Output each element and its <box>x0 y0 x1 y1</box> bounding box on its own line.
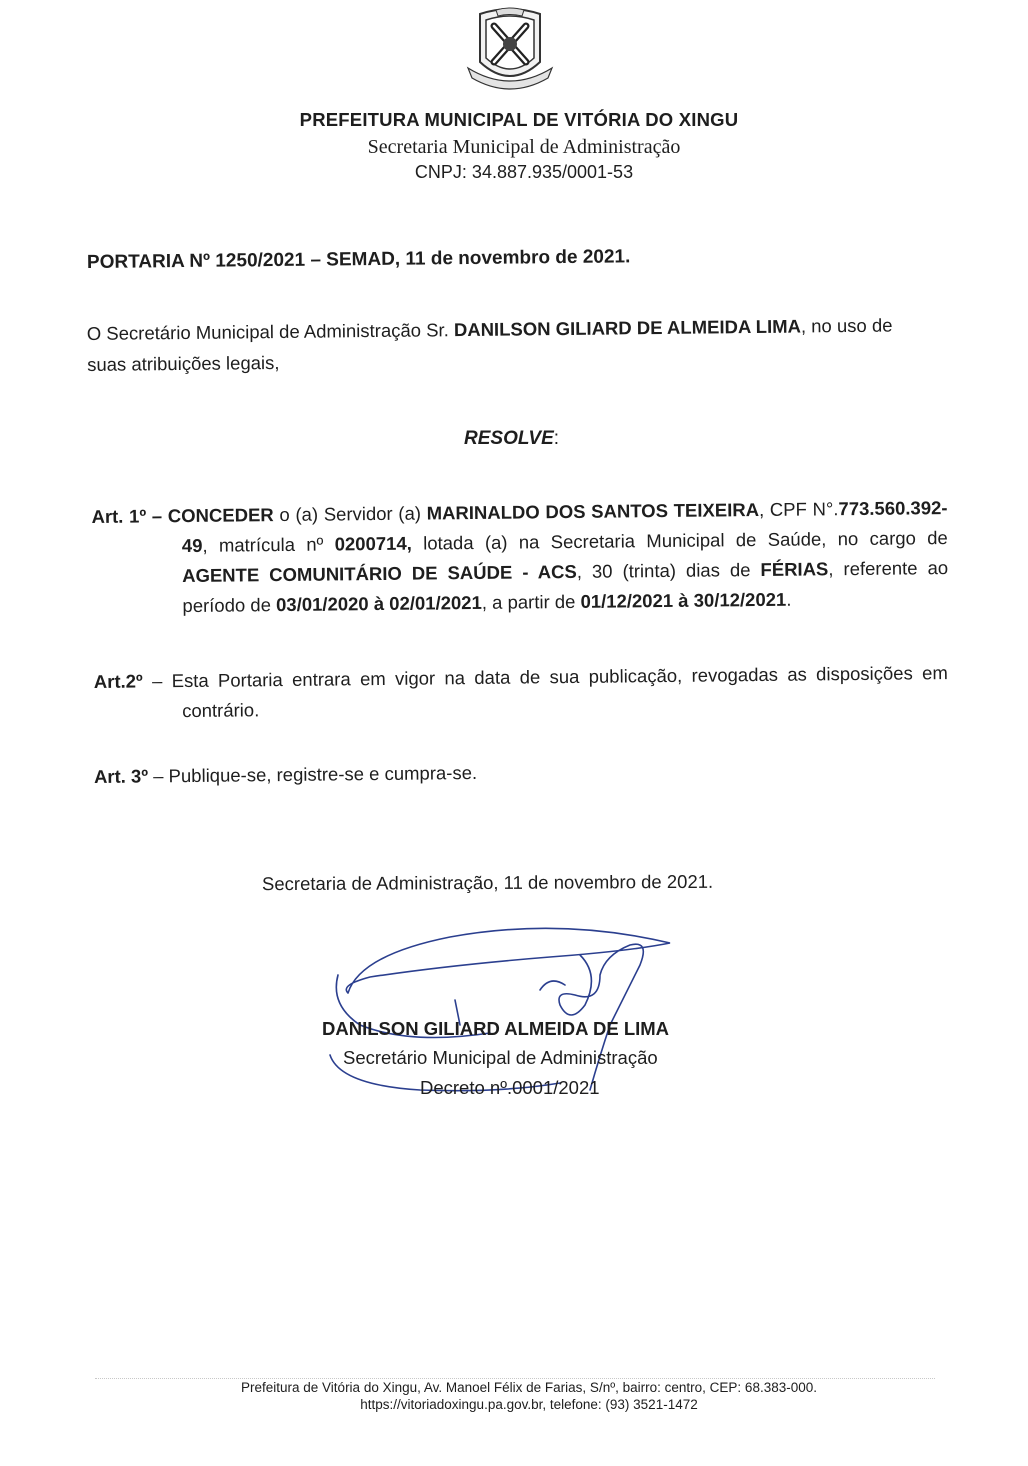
closing-date-line: Secretaria de Administração, 11 de novembro de 2021. <box>261 870 714 895</box>
article-1-text-4: lotada (a) na Secretaria Municipal de Saúde, no cargo de <box>411 527 948 554</box>
article-2-label: Art.2º <box>93 670 143 693</box>
article-1-text-8: . <box>786 588 792 610</box>
portaria-title: PORTARIA Nº 1250/2021 – SEMAD, 11 de novembro de 2021. <box>86 246 631 273</box>
article-1-text-6: , referente ao período de <box>182 557 949 617</box>
servant-cpf: 773.560.392-49 <box>181 497 948 557</box>
article-1-text-2: , CPF N°. <box>758 498 839 521</box>
secretary-name: DANILSON GILIARD DE ALMEIDA LIMA <box>453 315 802 341</box>
article-1-text-3: , matrícula nº <box>202 533 335 556</box>
header-title: PREFEITURA MUNICIPAL DE VITÓRIA DO XINGU <box>299 109 739 130</box>
article-2-text: – Esta Portaria entrara em vigor na data de sua publicação, revogadas as disposições em contrário. <box>142 662 948 722</box>
servant-cargo: AGENTE COMUNITÁRIO DE SAÚDE - ACS <box>182 560 577 587</box>
resolve-heading <box>464 428 559 450</box>
article-1-text-1: o (a) Servidor (a) <box>273 502 427 526</box>
resolve-colon: : <box>553 428 560 449</box>
header-cnpj: CNPJ: 34.887.935/0001-53 <box>414 162 634 182</box>
header-subtitle: Secretaria Municipal de Administração <box>367 136 681 158</box>
reference-period: 03/01/2020 à 02/01/2021 <box>275 591 482 616</box>
footer-address: Prefeitura de Vitória do Xingu, Av. Manoel Félix de Farias, S/nº, bairro: centro, CEP: 68.383-000. <box>241 1380 817 1395</box>
signatory-decree: Decreto nº.0001/2021 <box>420 1077 600 1098</box>
article-1-label: Art. 1º – <box>91 505 163 528</box>
intro-suffix: , no uso de suas atribuições legais, <box>87 314 893 375</box>
signatory-name: DANILSON GILIARD ALMEIDA DE LIMA <box>322 1018 670 1039</box>
footer-divider <box>95 1378 935 1379</box>
intro-prefix: O Secretário Municipal de Administração Sr. <box>86 319 455 345</box>
vacation-period: 01/12/2021 à 30/12/2021 <box>580 588 787 612</box>
intro-paragraph <box>87 309 928 380</box>
signatory-role: Secretário Municipal de Administração <box>343 1047 658 1068</box>
footer-contact: https://vitoriadoxingu.pa.gov.br, telefone: (93) 3521-1472 <box>360 1397 698 1412</box>
article-3-text: – Publique-se, registre-se e cumpra-se. <box>147 761 478 787</box>
resolve-word: RESOLVE <box>464 428 554 449</box>
article-1-action: CONCEDER <box>167 504 274 527</box>
servant-matricula: 0200714, <box>334 532 412 555</box>
article-1 <box>91 493 948 622</box>
article-3 <box>94 753 948 792</box>
article-2 <box>94 658 949 727</box>
article-1-text-7: , a partir de <box>481 590 581 613</box>
municipal-seal-logo <box>460 6 560 90</box>
article-1-text-5: , 30 (trinta) dias de <box>576 559 761 582</box>
article-3-label: Art. 3º <box>93 765 149 787</box>
servant-name: MARINALDO DOS SANTOS TEIXEIRA <box>426 499 760 524</box>
ferias-word: FÉRIAS <box>760 558 829 580</box>
